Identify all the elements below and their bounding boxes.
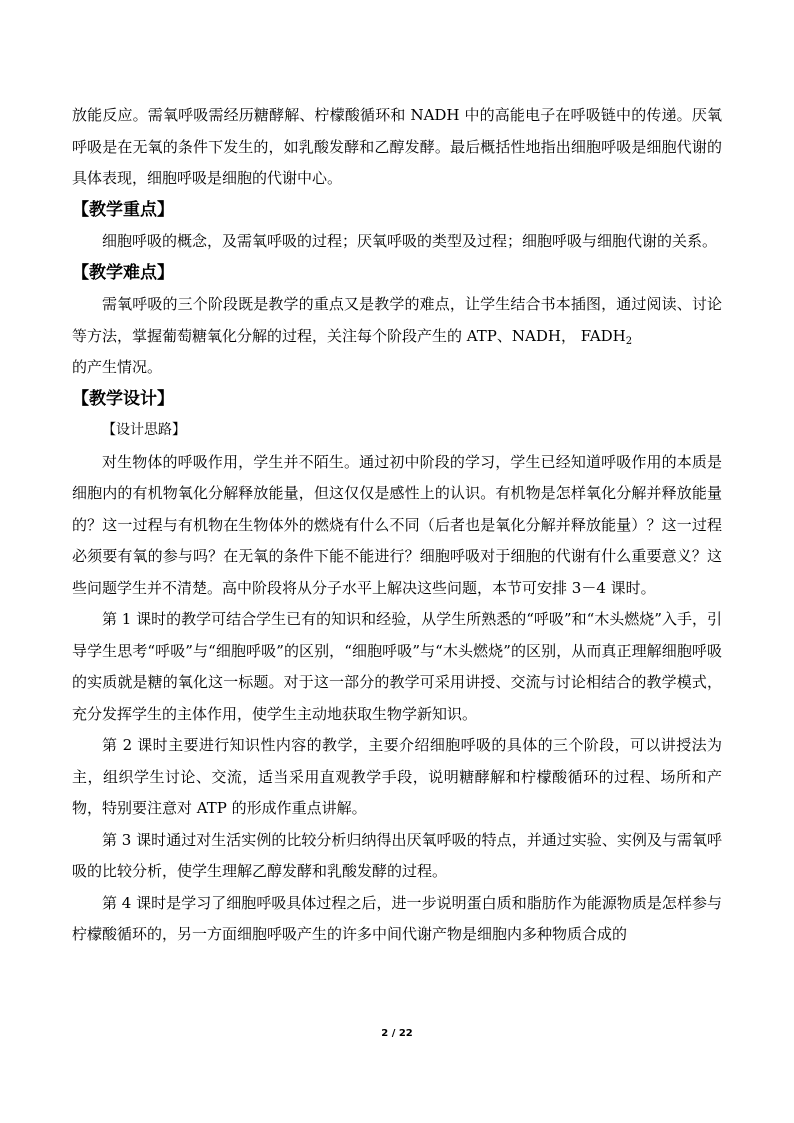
design-paragraph: 第 3 课时通过对生活实例的比较分析归纳得出厌氧呼吸的特点，并通过实验、实例及与需氧呼吸的比较分析，使学生理解乙醇发酵和乳酸发酵的过程。 (72, 830, 722, 880)
difficulties-text: 需氧呼吸的三个阶段既是教学的重点又是教学的难点，让学生结合书本插图，通过阅读、讨论等方法，掌握葡萄糖氧化分解的过程，关注每个阶段产生的 ATP、NADH， FADH (72, 295, 722, 345)
difficulties-paragraph (72, 289, 722, 384)
design-subheading: 【设计思路】 (102, 422, 186, 438)
design-paragraph: 第 4 课时是学习了细胞呼吸具体过程之后，进一步说明蛋白质和脂肪作为能源物质是怎样参与柠檬酸循环的，另一方面细胞呼吸产生的许多中间代谢产物是细胞内多种物质合成的 (72, 893, 722, 943)
key-points-paragraph: 细胞呼吸的概念，及需氧呼吸的过程；厌氧呼吸的类型及过程；细胞呼吸与细胞代谢的关系。 (102, 232, 718, 250)
design-heading: 【教学设计】 (72, 388, 174, 409)
design-paragraph: 第 1 课时的教学可结合学生已有的知识和经验，从学生所熟悉的“呼吸”和“木头燃烧”入手，引导学生思考“呼吸”与“细胞呼吸”的区别，“细胞呼吸”与“木头燃烧”的区别，从而真正理解细胞呼吸的实质就是糖的氧化这一标题。对于这一部分的教学可采用讲授、交流与讨论相结合的教学模式，充分发挥学生的主体作用，使学生主动地获取生物学新知识。 (72, 610, 722, 723)
document-body (72, 100, 722, 951)
difficulties-heading: 【教学难点】 (72, 262, 174, 283)
page-number: 2 / 22 (381, 1028, 413, 1039)
difficulties-text-end: 的产生情况。 (72, 358, 163, 376)
intro-paragraph: 放能反应。需氧呼吸需经历糖酵解、柠檬酸循环和 NADH 中的高能电子在呼吸链中的传递。厌氧呼吸是在无氧的条件下发生的，如乳酸发酵和乙醇发酵。最后概括性地指出细胞呼吸是细胞代谢的具体表现，细胞呼吸是细胞的代谢中心。 (72, 106, 722, 187)
design-paragraph: 第 2 课时主要进行知识性内容的教学，主要介绍细胞呼吸的具体的三个阶段，可以讲授法为主，组织学生讨论、交流，适当采用直观教学手段，说明糖酵解和柠檬酸循环的过程、场所和产物，特别要注意对 ATP 的形成作重点讲解。 (72, 736, 722, 817)
fadh-subscript: 2 (625, 335, 633, 347)
key-points-heading: 【教学重点】 (72, 199, 174, 220)
design-paragraph: 对生物体的呼吸作用，学生并不陌生。通过初中阶段的学习，学生已经知道呼吸作用的本质是细胞内的有机物氧化分解释放能量，但这仅仅是感性上的认识。有机物是怎样氧化分解并释放能量的？这一过程与有机物在生物体外的燃烧有什么不同（后者也是氧化分解并释放能量）？这一过程必须要有氧的参与吗？在无氧的条件下能不能进行？细胞呼吸对于细胞的代谢有什么重要意义？这些问题学生并不清楚。高中阶段将从分子水平上解决这些问题，本节可安排 3－4 课时。 (72, 452, 722, 597)
